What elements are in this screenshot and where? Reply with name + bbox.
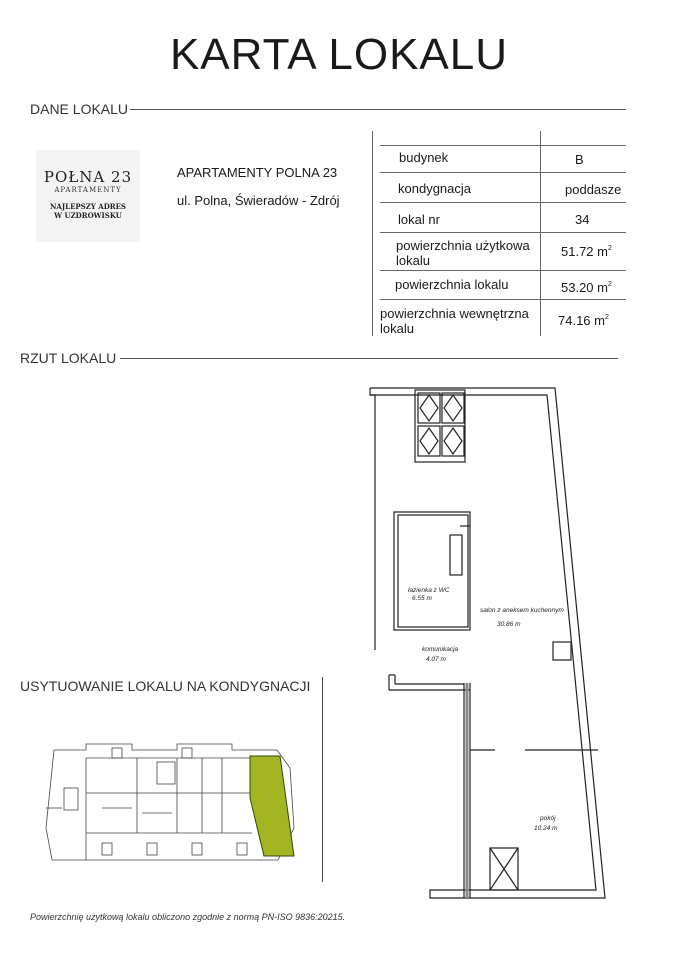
value-kondygnacja: poddasze xyxy=(565,182,622,197)
row-line xyxy=(380,299,626,300)
value-pow-wewnetrzna: 74.16 $m^2$ xyxy=(558,313,609,328)
section-dane-lokalu: DANE LOKALU xyxy=(30,101,129,117)
footnote: Powierzchnię użytkową lokalu obliczono zgodnie z normą PN-ISO 9836:20215. xyxy=(30,912,346,922)
row-line xyxy=(380,270,626,271)
room-pokoj-name: pokój xyxy=(540,815,556,822)
section-rule xyxy=(120,358,618,359)
value-pow-uzytkowa: 51.72 $m^2$ xyxy=(561,244,612,259)
row-line xyxy=(380,202,626,203)
room-lazienka-area: 6.55 m xyxy=(412,595,432,602)
floor-plan xyxy=(360,380,620,920)
logo-tagline-1: NAJLEPSZY ADRES xyxy=(50,202,126,211)
logo-tagline-2: W UZDROWISKU xyxy=(54,211,122,220)
label-kondygnacja: kondygnacja xyxy=(398,181,471,196)
building-address: ul. Polna, Świeradów - Zdrój xyxy=(177,193,340,208)
separator-line xyxy=(322,677,323,882)
room-komunikacja-name: komunikacja xyxy=(422,646,459,653)
page-title: KARTA LOKALU xyxy=(169,30,509,79)
label-pow-uzytkowa: powierzchnia użytkowa lokalu xyxy=(396,238,530,268)
room-pokoj-area: 10.24 m xyxy=(534,825,558,832)
row-line xyxy=(380,172,626,173)
label-pow-wewnetrzna: powierzchnia wewnętrzna lokalu xyxy=(380,306,529,336)
logo xyxy=(36,150,140,242)
label-lokal-nr: lokal nr xyxy=(398,212,440,227)
table-border xyxy=(372,131,373,336)
row-line xyxy=(380,232,626,233)
section-rule xyxy=(130,109,626,110)
logo-sub: APARTAMENTY xyxy=(54,186,122,194)
apartment-highlight xyxy=(250,756,294,856)
value-lokal-nr: 34 xyxy=(575,212,590,227)
room-salon-name: salon z aneksem kuchennym xyxy=(480,607,564,614)
building-name: APARTAMENTY POLNA 23 xyxy=(177,165,338,180)
section-usytuowanie: USYTUOWANIE LOKALU NA KONDYGNACJI xyxy=(20,678,311,694)
room-salon-area: 30.86 m xyxy=(497,621,521,628)
logo-name: POŁNA 23 xyxy=(43,168,133,186)
table-divider xyxy=(540,131,541,336)
row-line xyxy=(380,145,626,146)
label-pow-lokalu: powierzchnia lokalu xyxy=(395,277,509,292)
section-rzut-lokalu: RZUT LOKALU xyxy=(20,350,117,366)
location-plan xyxy=(42,738,300,870)
label-budynek: budynek xyxy=(399,150,449,165)
value-pow-lokalu: 53.20 $m^2$ xyxy=(561,280,612,295)
value-budynek: B xyxy=(575,152,584,167)
room-lazienka-name: łazienka z WC xyxy=(408,587,450,594)
room-komunikacja-area: 4.07 m xyxy=(426,656,446,663)
